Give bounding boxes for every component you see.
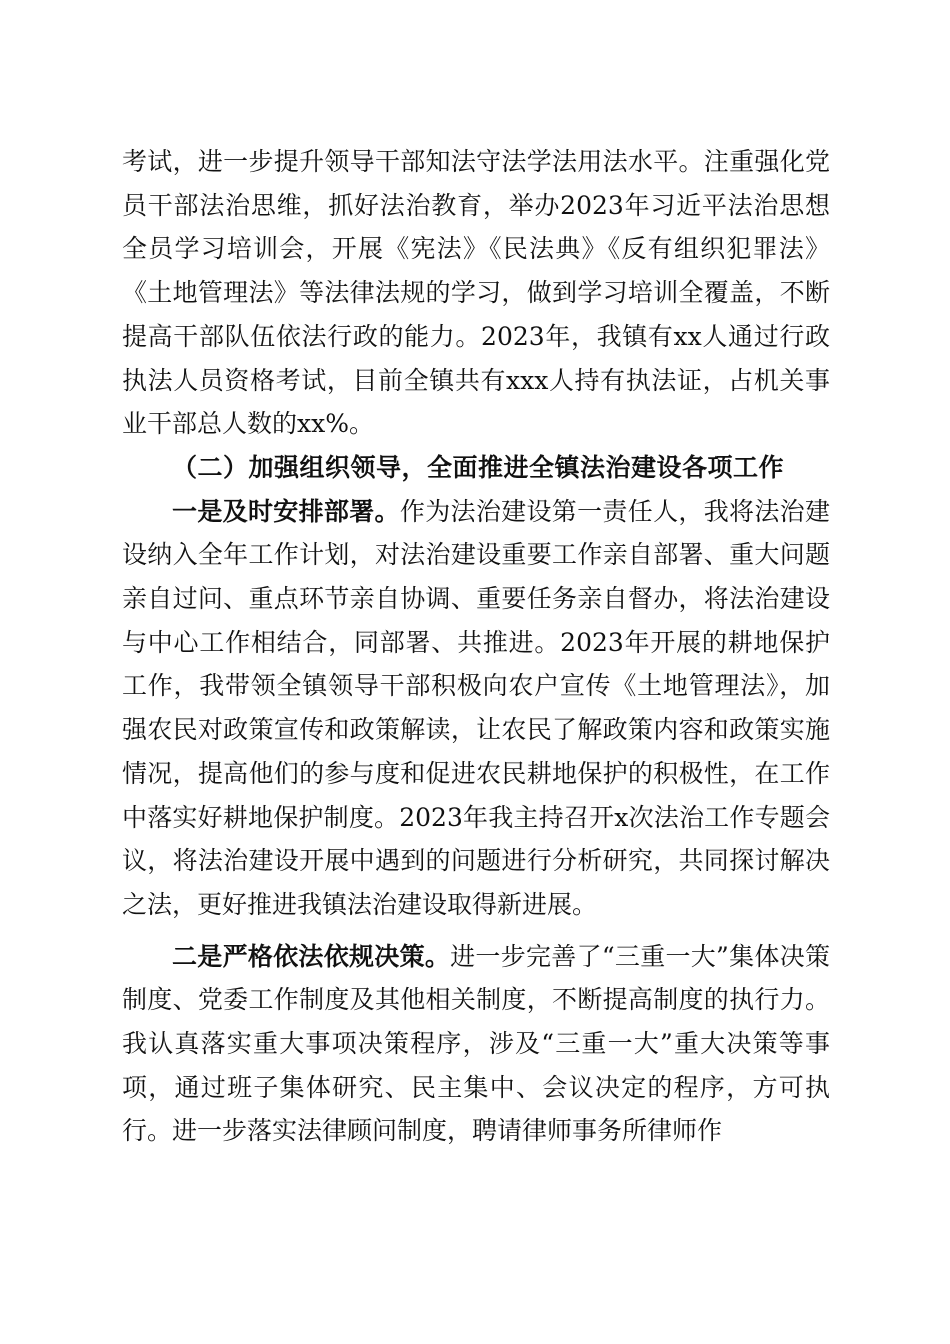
paragraph-deployment (122, 490, 830, 927)
document-page (122, 140, 830, 1153)
paragraph-legal-training: 考试，进一步提升领导干部知法守法学法用法水平。注重强化党员干部法治思维，抓好法治教育，举办2023年习近平法治思想全员学习培训会，开展《宪法》《民法典》《反有组织犯罪法》《土地管理法》等法律法规的学习，做到学习培训全覆盖，不断提高干部队伍依法行政的能力。2023年，我镇有xx人通过行政执法人员资格考试，目前全镇共有xxx人持有执法证，占机关事业干部总人数的xx%。 (122, 147, 830, 439)
paragraph-deployment-body: 作为法治建设第一责任人，我将法治建设纳入全年工作计划，对法治建设重要工作亲自部署、重大问题亲自过问、重点环节亲自协调、重要任务亲自督办，将法治建设与中心工作相结合，同部署、共推进。2023年开展的耕地保护工作，我带领全镇领导干部积极向农户宣传《土地管理法》，加强农民对政策宣传和政策解读，让农民了解政策内容和政策实施情况，提高他们的参与度和促进农民耕地保护的积极性，在工作中落实好耕地保护制度。2023年我主持召开x次法治工作专题会议，将法治建设开展中遇到的问题进行分析研究，共同探讨解决之法，更好推进我镇法治建设取得新进展。 (122, 496, 830, 919)
paragraph-decision-making (122, 935, 830, 1154)
section-heading: （二）加强组织领导，全面推进全镇法治建设各项工作 (172, 452, 785, 482)
paragraph-decision-making-body: 进一步完善了“三重一大”集体决策制度、党委工作制度及其他相关制度，不断提高制度的执行力。我认真落实重大事项决策程序，涉及“三重一大”重大决策等事项，通过班子集体研究、民主集中、会议决定的程序，方可执行。进一步落实法律顾问制度，聘请律师事务所律师作 (122, 941, 830, 1146)
paragraph-decision-making-lead: 二是严格依法依规决策。 (172, 941, 451, 971)
paragraph-deployment-lead: 一是及时安排部署。 (172, 496, 400, 526)
